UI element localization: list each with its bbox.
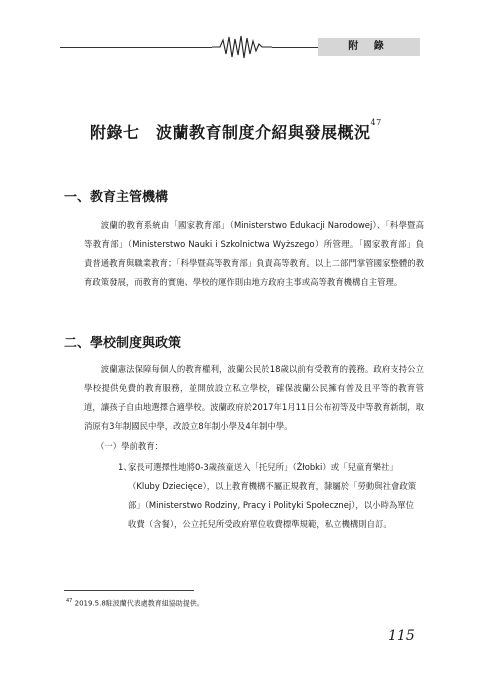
chapter-title xyxy=(90,120,430,143)
appendix-tab: 附 錄 xyxy=(318,38,420,56)
heartbeat-wave-icon xyxy=(212,34,272,60)
page-number: 115 xyxy=(388,628,415,644)
list-item xyxy=(118,458,418,534)
list-item-text: 家長可選擇性地將0-3歲孩童送入「托兒所」（Żłobki）或「兒童育樂社」（Kluby Dziecięce），以上教育機構不屬正規教育，隸屬於「勞動與社會政策部」（Ministerstwo Rodziny, Pracy i Polityki Społecznej），以小時為單位收費（含餐），公立托兒所受政府單位收費標準規範，私立機構則自訂。 xyxy=(128,462,417,529)
paragraph: 波蘭憲法保障每個人的教育權利，波蘭公民於18歲以前有受教育的義務。政府支持公立學校提供免費的教育服務，並開放設立私立學校，確保波蘭公民擁有普及且平等的教育管道，讓孩子自由地選擇合適學校。波蘭政府於2017年1月11日公布初等及中等教育新制，取消原有3年制國民中學，改設立8年制小學及4年制中學。 xyxy=(84,364,424,431)
footnote xyxy=(66,598,204,608)
list-item-number: 1、 xyxy=(118,462,132,472)
section-heading-1: 一、教育主管機構 xyxy=(64,190,169,205)
footnote-rule xyxy=(64,590,194,591)
subheading-preschool: （一）學前教育： xyxy=(96,441,163,451)
section-1-body xyxy=(84,216,424,292)
section-heading-2: 二、學校制度與政策 xyxy=(64,336,182,351)
footnote-text: 2019.5.8駐波蘭代表處教育組協助提供。 xyxy=(74,599,204,608)
paragraph: 波蘭的教育系統由「國家教育部」（Ministerstwo Edukacji Narodowej）、「科學暨高等教育部」（Ministerstwo Nauki i Szkolnictwa Wyższego）所管理。「國家教育部」負責普通教育與職業教育；「科學暨高等教育部」負責高等教育。以上二部門掌管國家整體的教育政策發展，而教育的實施、學校的運作則由地方政府主事或高等教育機構自主管理。 xyxy=(84,220,424,287)
footnote-mark: 47 xyxy=(66,598,73,604)
section-2-body xyxy=(84,360,424,436)
title-footnote-mark: 47 xyxy=(370,118,382,127)
chapter-title-text: 附錄七 波蘭教育制度介紹與發展概況 xyxy=(90,123,371,142)
